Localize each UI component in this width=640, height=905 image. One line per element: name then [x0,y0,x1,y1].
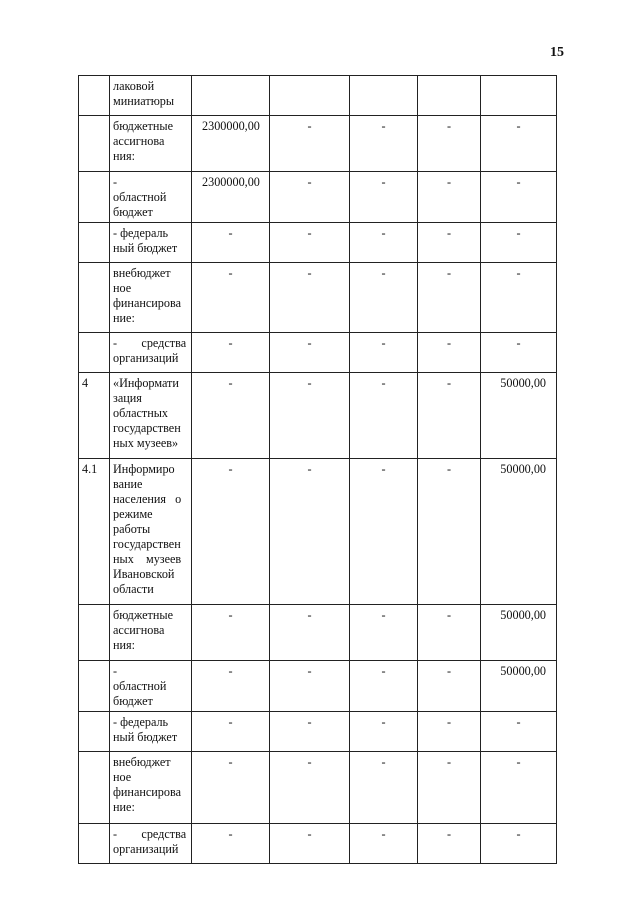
value-cell-col-2 [270,76,350,116]
row-number-cell [79,661,110,712]
value-cell-col-2: - [270,223,350,263]
row-label-cell: - средства организаций [110,824,192,864]
table-row [79,373,557,459]
value-cell-col-1: - [192,333,270,373]
row-number-cell [79,824,110,864]
row-label-cell: - областной бюджет [110,661,192,712]
value-cell-col-5: 50000,00 [481,661,557,712]
table-row [79,824,557,864]
value-cell-col-5 [481,76,557,116]
row-label-cell: бюджетные ассигнова ния: [110,116,192,172]
value-cell-col-2: - [270,605,350,661]
value-cell-col-4: - [418,752,481,824]
value-cell-col-2: - [270,459,350,605]
table-row [79,661,557,712]
value-cell-col-2: - [270,116,350,172]
value-cell-col-4: - [418,712,481,752]
value-cell-col-1: - [192,459,270,605]
value-cell-col-1: - [192,263,270,333]
row-label-cell: внебюджет ное финансирова ние: [110,263,192,333]
row-number-cell [79,263,110,333]
value-cell-col-4: - [418,263,481,333]
row-number-cell [79,116,110,172]
value-cell-col-1: - [192,824,270,864]
table-row [79,263,557,333]
value-cell-col-2: - [270,263,350,333]
value-cell-col-1: - [192,661,270,712]
value-cell-col-3: - [350,752,418,824]
value-cell-col-3: - [350,605,418,661]
value-cell-col-4: - [418,824,481,864]
row-label-cell: - средства организаций [110,333,192,373]
value-cell-col-4: - [418,459,481,605]
value-cell-col-2: - [270,712,350,752]
value-cell-col-2: - [270,752,350,824]
value-cell-col-3: - [350,333,418,373]
value-cell-col-5: 50000,00 [481,605,557,661]
value-cell-col-3: - [350,661,418,712]
row-number-cell [79,172,110,223]
row-label-cell: «Информати зация областных государствен ных музеев» [110,373,192,459]
value-cell-col-5: 50000,00 [481,373,557,459]
value-cell-col-1: - [192,223,270,263]
value-cell-col-3: - [350,373,418,459]
value-cell-col-2: - [270,824,350,864]
value-cell-col-4: - [418,373,481,459]
value-cell-col-5: - [481,223,557,263]
value-cell-col-3: - [350,116,418,172]
value-cell-col-2: - [270,661,350,712]
row-number-cell [79,605,110,661]
page-number: 15 [550,45,564,60]
value-cell-col-3: - [350,263,418,333]
row-label-cell: - федераль ный бюджет [110,712,192,752]
value-cell-col-4: - [418,333,481,373]
row-label-cell: - федераль ный бюджет [110,223,192,263]
value-cell-col-2: - [270,172,350,223]
row-label-cell: внебюджет ное финансирова ние: [110,752,192,824]
value-cell-col-4 [418,76,481,116]
value-cell-col-3: - [350,712,418,752]
table-row [79,712,557,752]
budget-table [78,75,557,864]
value-cell-col-5: - [481,116,557,172]
value-cell-col-2: - [270,373,350,459]
value-cell-col-1: - [192,605,270,661]
value-cell-col-3: - [350,172,418,223]
value-cell-col-5: - [481,333,557,373]
value-cell-col-2: - [270,333,350,373]
value-cell-col-1: 2300000,00 [192,172,270,223]
value-cell-col-4: - [418,661,481,712]
value-cell-col-5: - [481,752,557,824]
row-number-cell: 4 [79,373,110,459]
value-cell-col-4: - [418,172,481,223]
value-cell-col-5: - [481,712,557,752]
table-row [79,605,557,661]
row-label-cell: бюджетные ассигнова ния: [110,605,192,661]
row-number-cell [79,223,110,263]
value-cell-col-4: - [418,605,481,661]
row-number-cell [79,712,110,752]
table-row [79,459,557,605]
value-cell-col-5: 50000,00 [481,459,557,605]
value-cell-col-4: - [418,223,481,263]
table-row [79,752,557,824]
row-number-cell: 4.1 [79,459,110,605]
row-number-cell [79,333,110,373]
value-cell-col-3: - [350,223,418,263]
value-cell-col-4: - [418,116,481,172]
row-number-cell [79,752,110,824]
value-cell-col-1: - [192,712,270,752]
value-cell-col-1: - [192,752,270,824]
table-row [79,116,557,172]
value-cell-col-1 [192,76,270,116]
value-cell-col-5: - [481,824,557,864]
value-cell-col-5: - [481,172,557,223]
row-label-cell: - областной бюджет [110,172,192,223]
table-row [79,76,557,116]
row-label-cell: Информиро вание населения о режиме работы государствен ных музеев Ивановской области [110,459,192,605]
value-cell-col-5: - [481,263,557,333]
value-cell-col-1: - [192,373,270,459]
value-cell-col-1: 2300000,00 [192,116,270,172]
value-cell-col-3: - [350,459,418,605]
table-row [79,223,557,263]
value-cell-col-3: - [350,824,418,864]
table-row [79,333,557,373]
row-number-cell [79,76,110,116]
value-cell-col-3 [350,76,418,116]
row-label-cell: лаковой миниатюры [110,76,192,116]
table-row [79,172,557,223]
